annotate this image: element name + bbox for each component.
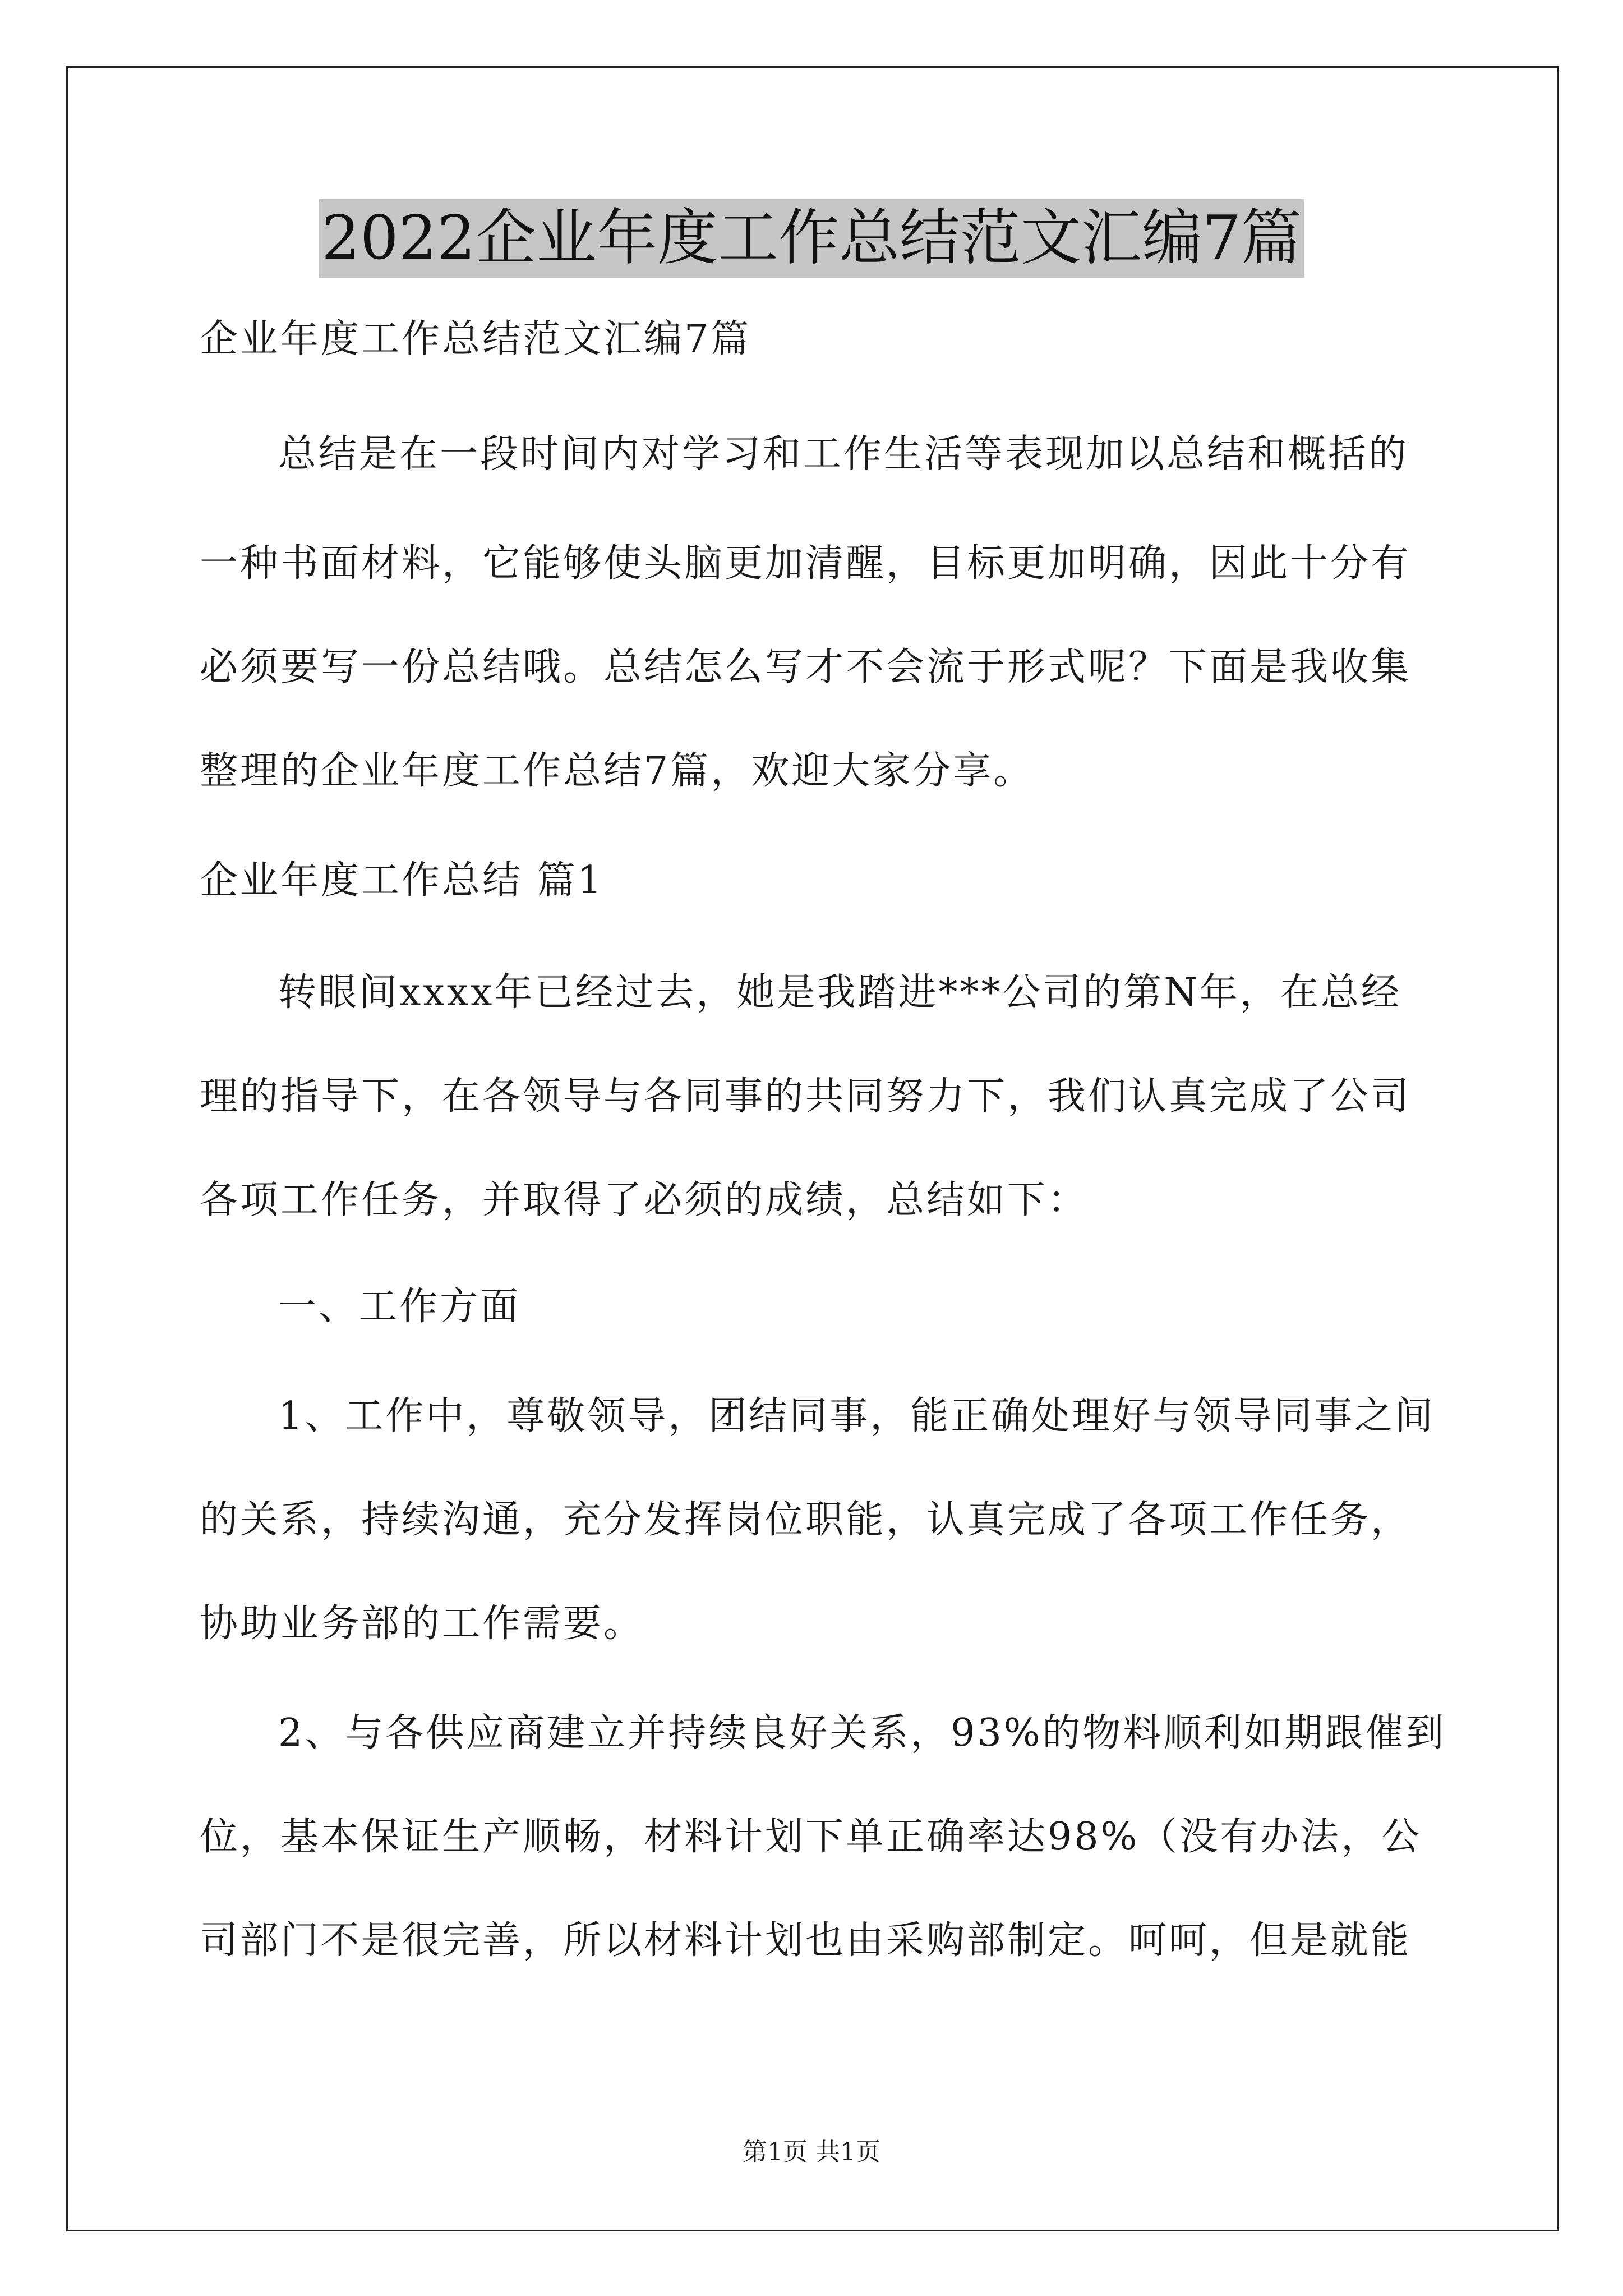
section-heading: 企业年度工作总结 篇1	[200, 858, 604, 903]
body-line: 转眼间xxxx年已经过去，她是我踏进***公司的第N年，在总经	[278, 970, 1401, 1015]
body-line: 司部门不是很完善，所以材料计划也由采购部制定。呵呵，但是就能	[200, 1918, 1412, 1963]
body-line: 1、工作中，尊敬领导，团结同事，能正确处理好与领导同事之间	[278, 1394, 1436, 1438]
body-line: 2、与各供应商建立并持续良好关系，93%的物料顺利如期跟催到	[278, 1711, 1446, 1755]
body-line: 各项工作任务，并取得了必须的成绩，总结如下：	[200, 1178, 1089, 1222]
body-line: 位，基本保证生产顺畅，材料计划下单正确率达98%（没有办法，公	[200, 1815, 1422, 1859]
body-line: 整理的企业年度工作总结7篇，欢迎大家分享。	[200, 749, 1034, 793]
body-line: 的关系，持续沟通，充分发挥岗位职能，认真完成了各项工作任务，	[200, 1498, 1412, 1542]
body-line: 必须要写一份总结哦。总结怎么写才不会流于形式呢？下面是我收集	[200, 645, 1412, 689]
title-container	[0, 199, 1623, 278]
subsection-heading: 一、工作方面	[278, 1285, 521, 1329]
body-line: 企业年度工作总结范文汇编7篇	[200, 317, 751, 361]
body-line: 一种书面材料，它能够使头脑更加清醒，目标更加明确，因此十分有	[200, 541, 1412, 586]
document-title: 2022企业年度工作总结范文汇编7篇	[319, 199, 1304, 278]
body-line: 理的指导下，在各领导与各同事的共同努力下，我们认真完成了公司	[200, 1074, 1412, 1119]
page-footer: 第1页 共1页	[743, 2138, 880, 2166]
body-line: 协助业务部的工作需要。	[200, 1602, 644, 1646]
page-border	[66, 66, 1559, 2231]
body-line: 总结是在一段时间内对学习和工作生活等表现加以总结和概括的	[278, 432, 1409, 476]
